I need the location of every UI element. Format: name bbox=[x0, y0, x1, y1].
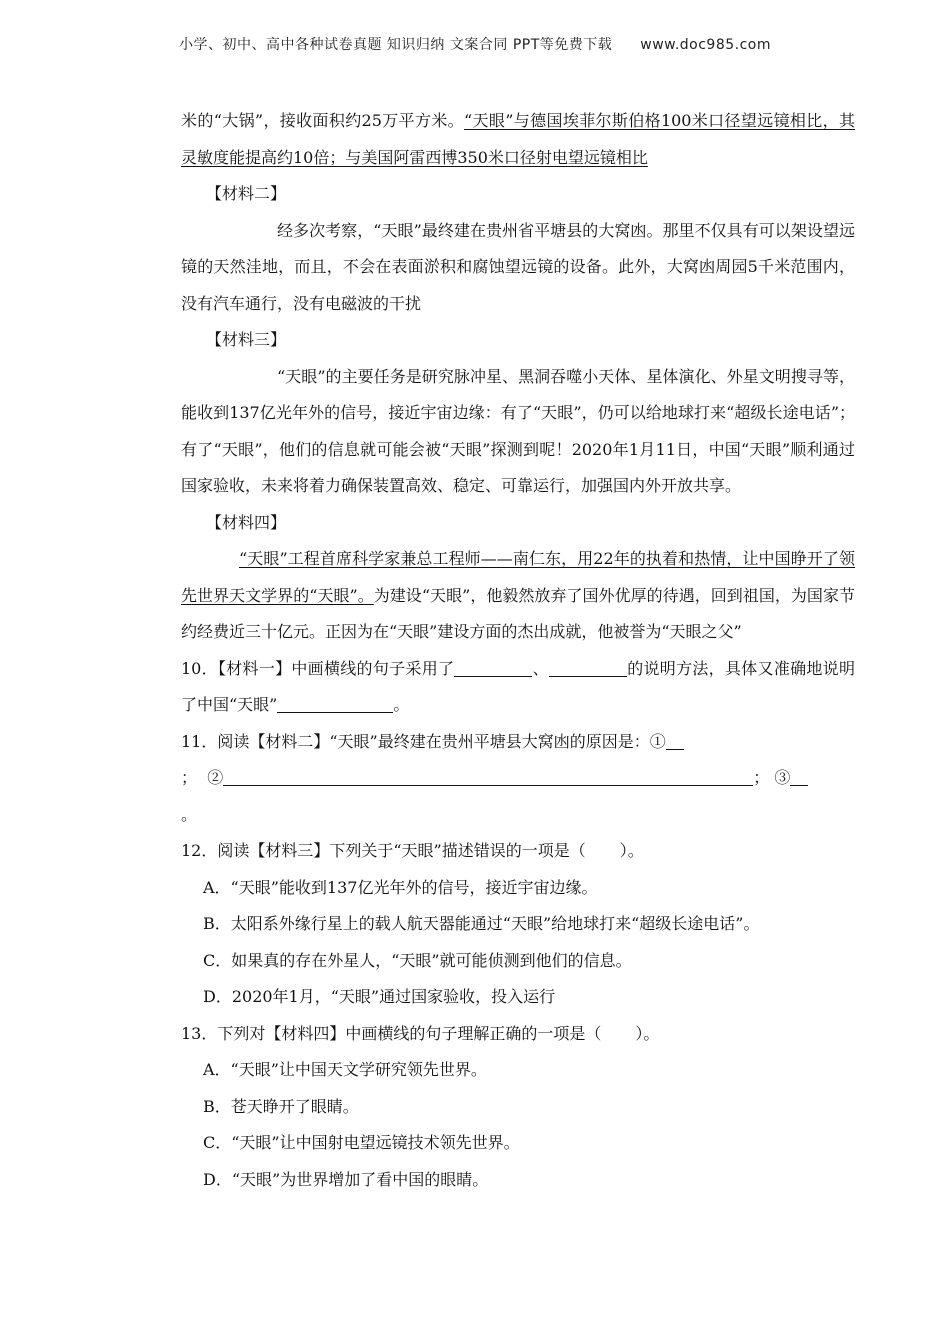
document-body bbox=[181, 103, 855, 1198]
material1-underlined: “天眼”与德国埃菲尔斯伯格100米口径望远镜相比，其灵敏度能提高约10倍；与美国阿雷西博350米口径射电望远镜相比 bbox=[181, 111, 855, 167]
q13-option-c: C．“天眼”让中国射电望远镜技术领先世界。 bbox=[203, 1133, 520, 1152]
material4-paragraph bbox=[181, 541, 855, 651]
q13-option-d: D．“天眼”为世界增加了看中国的眼睛。 bbox=[203, 1169, 489, 1189]
q11-blank-2[interactable] bbox=[223, 767, 753, 786]
q10-blank-3[interactable] bbox=[277, 694, 393, 713]
header-site: www.doc985.com bbox=[640, 37, 772, 53]
question-10: 10．【材料一】中画横线的句子采用了 、 的说明方法，具体又准确地说明了中国“天眼” 。 bbox=[181, 658, 855, 714]
material4-rest: 为建设“天眼”，他毅然放弃了国外优厚的待遇，回到祖国，为国家节约经费近三十亿元。正因为在“天眼”建设方面的杰出成就，他被誉为“天眼之父” bbox=[181, 585, 855, 641]
q12-option-b: B．太阳系外缘行星上的载人航天器能通过“天眼”给地球打来“超级长途电话”。 bbox=[203, 914, 760, 933]
material4-underlined: “天眼”工程首席科学家兼总工程师——南仁东，用22年的执着和热情，让中国睁开了领先世界天文学界的“天眼”。 bbox=[181, 549, 855, 605]
material3-label: 【材料三】 bbox=[206, 330, 287, 349]
question-11: 11．阅读【材料二】“天眼”最终建在贵州平塘县大窝凼的原因是：① ； ② ； ③ 。 bbox=[181, 724, 855, 834]
q11-blank-1[interactable] bbox=[666, 731, 684, 750]
header-text: 小学、初中、高中各种试卷真题 知识归纳 文案合同 PPT等免费下载 bbox=[178, 37, 613, 53]
q12-option-c: C．如果真的存在外星人，“天眼”就可能侦测到他们的信息。 bbox=[203, 950, 632, 970]
material4-label: 【材料四】 bbox=[206, 512, 287, 532]
q10-blank-2[interactable] bbox=[549, 658, 627, 677]
material2-paragraph: 经多次考察，“天眼”最终建在贵州省平塘县的大窝凼。那里不仅具有可以架设望远镜的天然洼地，而且，不会在表面淤积和腐蚀望远镜的设备。此外，大窝凼周园5千米范围内，没有汽车通行，没有电磁波的干扰 bbox=[181, 220, 855, 313]
material2-label: 【材料二】 bbox=[206, 184, 287, 203]
q11-blank-3[interactable] bbox=[790, 767, 808, 786]
question-13: 13．下列对【材料四】中画横线的句子理解正确的一项是（ ）。 bbox=[181, 1023, 660, 1043]
material1-paragraph bbox=[181, 103, 855, 176]
q10-blank-1[interactable] bbox=[454, 658, 532, 677]
page-header bbox=[0, 34, 950, 54]
material1-line-start: 米的“大锅”，接收面积约25万平方米。 bbox=[181, 111, 465, 130]
question-12: 12．阅读【材料三】下列关于“天眼”描述错误的一项是（ ）。 bbox=[181, 841, 644, 860]
q13-option-b: B．苍天睁开了眼睛。 bbox=[203, 1096, 359, 1116]
material3-paragraph: “天眼”的主要任务是研究脉冲星、黑洞吞噬小天体、星体演化、外星文明搜寻等，能收到137亿光年外的信号，接近宇宙边缘：有了“天眼”，仍可以给地球打来“超级长途电话”；有了“天眼”，他们的信息就可能会被“天眼”探测到呢！2020年1月11日，中国“天眼”顺利通过国家验收，未来将着力确保装置高效、稳定、可靠运行，加强国内外开放共享。 bbox=[181, 366, 855, 495]
q13-option-a: A．“天眼”让中国天文学研究领先世界。 bbox=[203, 1060, 487, 1079]
q12-option-d: D．2020年1月，“天眼”通过国家验收，投入运行 bbox=[203, 987, 556, 1006]
q12-option-a: A．“天眼”能收到137亿光年外的信号，接近宇宙边缘。 bbox=[203, 877, 598, 897]
